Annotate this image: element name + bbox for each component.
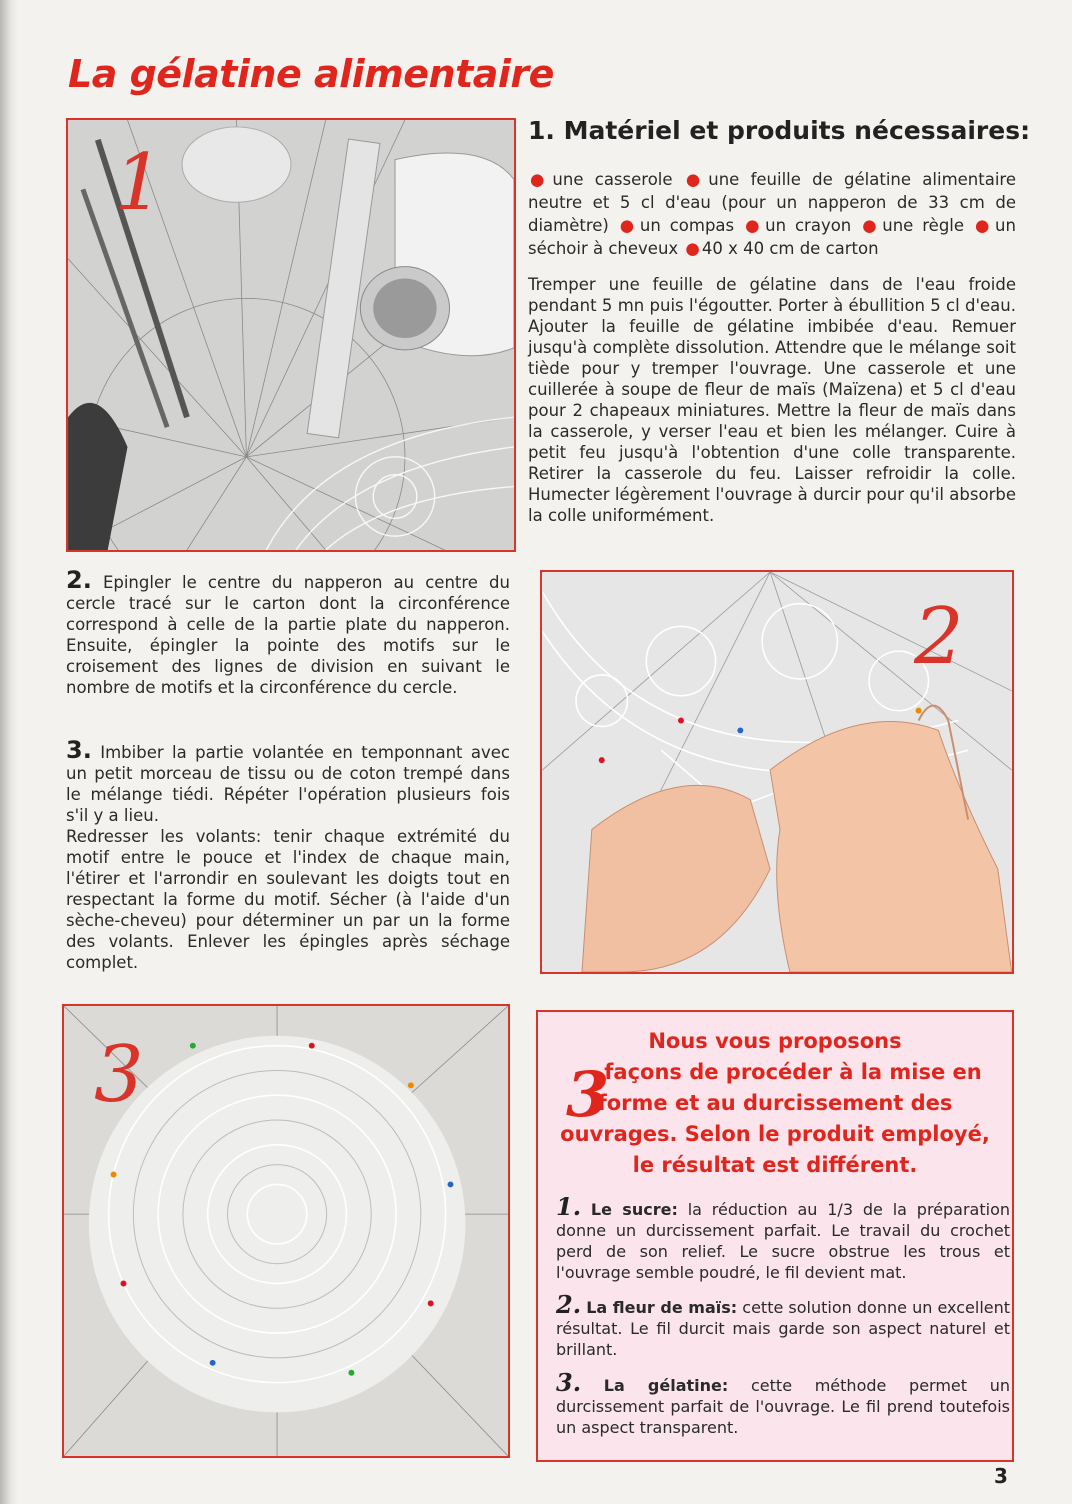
- photo-materials: [66, 118, 516, 552]
- bullet-icon: ●: [685, 239, 700, 258]
- step-3-number: 3.: [66, 736, 92, 764]
- info-box-three-methods: [536, 1010, 1014, 1462]
- bullet-icon: ●: [685, 170, 707, 189]
- info-item-number: 3.: [556, 1368, 582, 1397]
- photo-number-2: 2: [914, 592, 964, 682]
- step-3-text-2: Redresser les volants: tenir chaque extrémité du motif entre le pouce et l'index de chaque main, l'étirer et l'arrondir en soulevant les doigts tout en respectant la forme du motif. Sécher (à l'aide d'un sèche-cheveu) pour déterminer un par un la forme des volants. Enlever les épingles après séchage complet.: [66, 827, 510, 972]
- material-item: un compas: [639, 216, 735, 235]
- info-item-cornflour: [556, 1290, 1011, 1360]
- info-item-label: La gélatine:: [603, 1376, 729, 1395]
- info-heading-line: ouvrages. Selon le produit employé,: [560, 1122, 990, 1146]
- step-2-text: Epingler le centre du napperon au centre du cercle tracé sur le carton dont la circonférence correspond à celle de la partie plate du napperon. Ensuite, épingler la pointe des motifs sur le croisement des lignes de division en suivant le nombre de motifs et la circonférence du cercle.: [66, 573, 510, 697]
- photo-number-3: 3: [94, 1030, 144, 1120]
- materials-list: [528, 168, 1016, 260]
- bullet-icon: ●: [974, 216, 994, 235]
- material-item: 40 x 40 cm de carton: [701, 239, 879, 258]
- info-heading-line: Nous vous proposons: [648, 1029, 902, 1053]
- bullet-icon: ●: [745, 216, 764, 235]
- info-item-label: Le sucre:: [590, 1200, 678, 1219]
- instructions-paragraph: Tremper une feuille de gélatine dans de l'eau froide pendant 5 mn puis l'égoutter. Porter à ébullition 5 cl d'eau. Ajouter la feuille de gélatine imbibée d'eau. Remuer jusqu'à complète dissolution. Attendre que le mélange soit tiède pour y tremper l'ouvrage. Une casserole et une cuillerée à soupe de fleur de maïs (Maïzena) et 5 cl d'eau pour 2 chapeaux miniatures. Mettre la fleur de maïs dans la casserole, y verser l'eau et bien les mélanger. Cuire à petit feu jusqu'à l'obtention d'une colle transparente. Retirer la casserole du feu. Laisser refroidir la colle. Humecter légèrement l'ouvrage à durcir pour qu'il absorbe la colle uniformément.: [528, 275, 1016, 525]
- page-title: La gélatine alimentaire: [68, 52, 554, 96]
- info-heading-line: façons de procéder à la mise en: [604, 1060, 982, 1084]
- info-item-number: 1.: [556, 1192, 582, 1221]
- material-item: un crayon: [765, 216, 852, 235]
- info-item-gelatin: [556, 1368, 1011, 1438]
- info-item-label: La fleur de maïs:: [586, 1298, 738, 1317]
- step-2-number: 2.: [66, 566, 92, 594]
- info-box-big-number: 3: [566, 1058, 610, 1131]
- info-heading-line: forme et au durcissement des: [597, 1091, 953, 1115]
- step-3-text: Imbiber la partie volantée en temponnant avec un petit morceau de tissu ou de coton trempé dans le mélange tiédi. Répéter l'opération plusieurs fois s'il y a lieu.: [66, 743, 510, 825]
- info-item-text: cette solution donne un excellent résultat. Le fil durcit mais garde son aspect naturel et brillant.: [556, 1298, 1011, 1359]
- info-item-sugar: [556, 1192, 1011, 1283]
- info-item-number: 2.: [556, 1290, 582, 1319]
- photo-finished-doily: [62, 1004, 510, 1458]
- material-item: une règle: [882, 216, 965, 235]
- material-item: un séchoir à cheveux: [528, 216, 1016, 258]
- step-2-paragraph: [66, 566, 510, 698]
- material-item: une casserole: [552, 170, 673, 189]
- page-binding-shadow: [0, 0, 18, 1504]
- info-heading-line: le résultat est différent.: [632, 1153, 918, 1177]
- bullet-icon: ●: [530, 170, 551, 189]
- material-item: une feuille de gélatine alimentaire neutre et 5 cl d'eau (pour un napperon de 33 cm de diamètre): [528, 170, 1016, 235]
- photo-number-1: 1: [114, 138, 164, 228]
- bullet-icon: ●: [619, 216, 638, 235]
- section-heading-materials: 1. Matériel et produits nécessaires:: [528, 116, 1031, 145]
- photo-pinning: [540, 570, 1014, 974]
- info-item-text: cette méthode permet un durcissement parfait de l'ouvrage. Le fil prend toutefois un aspect transparent.: [556, 1376, 1011, 1437]
- bullet-icon: ●: [862, 216, 881, 235]
- step-3-paragraph: [66, 736, 510, 973]
- info-item-text: la réduction au 1/3 de la préparation donne un durcissement parfait. Le travail du crochet perd de son relief. Le sucre obstrue les trous et l'ouvrage semble poudré, le fil devient mat.: [556, 1200, 1011, 1282]
- page-number: 3: [994, 1464, 1008, 1488]
